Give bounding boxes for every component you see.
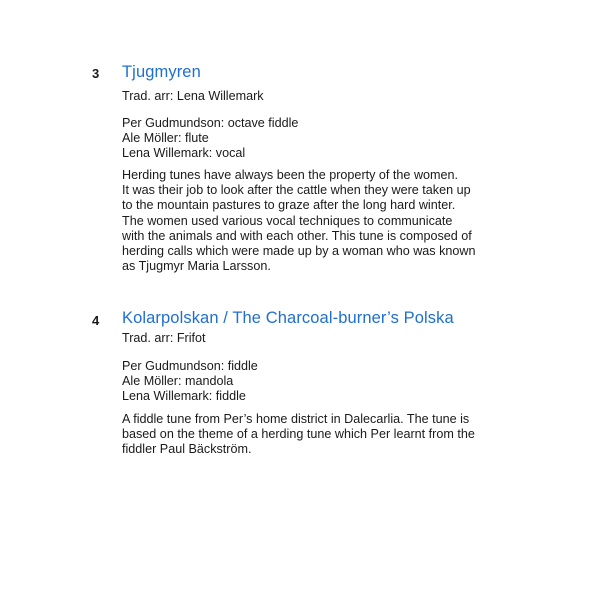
track-description xyxy=(122,412,475,458)
track-arrangement xyxy=(122,331,206,346)
description-line: It was their job to look after the cattle when they were taken up xyxy=(122,183,471,198)
performer: Ale Möller: flute xyxy=(122,131,209,146)
description-line: herding calls which were made up by a woman who was known xyxy=(122,243,476,258)
track-description xyxy=(122,168,476,274)
track-title: Kolarpolskan / The Charcoal-burner’s Polska xyxy=(122,309,454,327)
performer: Lena Willemark: vocal xyxy=(122,146,246,161)
performer: Lena Willemark: fiddle xyxy=(122,389,246,404)
description-line: based on the theme of a herding tune which Per learnt from the xyxy=(122,427,475,442)
track-title: Tjugmyren xyxy=(122,63,201,81)
performer: Per Gudmundson: octave fiddle xyxy=(122,116,299,130)
arrangement-text: Trad. arr: Frifot xyxy=(122,331,206,345)
track-arrangement xyxy=(122,89,264,104)
description-line: with the animals and with each other. This tune is composed of xyxy=(122,228,472,243)
performer: Per Gudmundson: fiddle xyxy=(122,359,258,373)
performer-list xyxy=(122,359,258,405)
description-line: The women used various vocal techniques to communicate xyxy=(122,213,453,228)
description-line: to the mountain pastures to graze after the long hard winter. xyxy=(122,198,456,213)
description-line: fiddler Paul Bäckström. xyxy=(122,442,252,457)
description-line: Herding tunes have always been the property of the women. xyxy=(122,168,459,182)
performer-list xyxy=(122,116,298,162)
performer: Ale Möller: mandola xyxy=(122,374,234,389)
track-number: 3 xyxy=(92,66,100,81)
description-line: as Tjugmyr Maria Larsson. xyxy=(122,259,271,274)
description-line: A fiddle tune from Per’s home district in Dalecarlia. The tune is xyxy=(122,412,470,426)
arrangement-text: Trad. arr: Lena Willemark xyxy=(122,89,264,103)
track-number: 4 xyxy=(92,313,100,328)
